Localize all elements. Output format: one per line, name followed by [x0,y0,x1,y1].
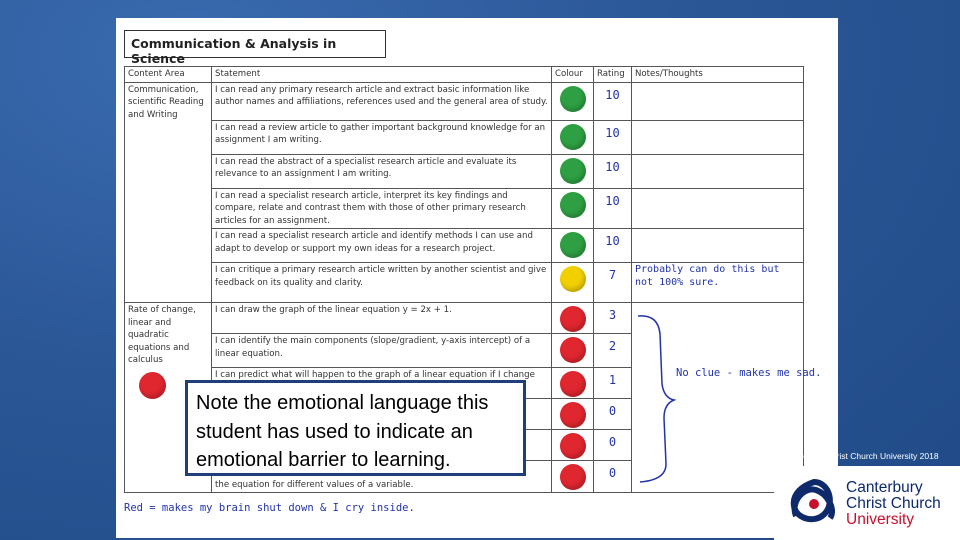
statement-cell: I can identify the main components (slope/gradient, y-axis intercept) of a linear equation. [212,334,552,368]
statement-cell: I can read a specialist research article, interpret its key findings and compare, relate and contrast them with those of other primary research articles for an assignment. [212,188,552,229]
notes-cell-handwritten: Probably can do this but not 100% sure. [632,263,804,303]
notes-cell [632,154,804,188]
red-dot-icon [560,464,586,490]
red-dot-icon [560,371,586,397]
rating-cell: 3 [594,303,632,334]
rating-cell: 7 [594,263,632,303]
content-area-cell: Rate of change, linear and quadratic equations and calculus [125,303,212,493]
header-notes: Notes/Thoughts [632,67,804,83]
green-dot-icon [560,86,586,112]
notes-cell [632,82,804,120]
colour-cell [552,82,594,120]
header-colour: Colour [552,67,594,83]
rating-cell: 10 [594,82,632,120]
yellow-dot-icon [560,266,586,292]
worksheet-title: Communication & Analysis in Science [124,30,386,58]
table-header-row [125,67,804,83]
red-dot-icon [139,372,166,399]
colour-cell [552,430,594,461]
statement-cell: I can draw the graph of the linear equation y = 2x + 1. [212,303,552,334]
bracket-note-handwritten: No clue - makes me sad. [676,367,822,379]
statement-cell: I can critique a primary research article written by another scientist and give feedback on its quality and clarity. [212,263,552,303]
rating-cell: 1 [594,368,632,399]
logo-wordmark [846,480,941,528]
statement-cell: I can read any primary research article and extract basic information like author names and affiliations, references used and the general area of study. [212,82,552,120]
colour-cell [552,263,594,303]
statement-cell: I can read a review article to gather important background knowledge for an assignment I am writing. [212,120,552,154]
red-legend-handwritten: Red = makes my brain shut down & I cry inside. [124,502,415,514]
green-dot-icon [560,232,586,258]
green-dot-icon [560,158,586,184]
logo-line-1: Canterbury [846,479,923,496]
green-dot-icon [560,192,586,218]
table-row [125,263,804,303]
notes-cell [632,229,804,263]
logo-line-3: University [846,511,915,528]
bracket-icon [636,314,676,484]
statement-cell: I can read the abstract of a specialist research article and evaluate its relevance to an assignment I am writing. [212,154,552,188]
university-logo [774,466,960,540]
colour-cell [552,303,594,334]
colour-cell [552,399,594,430]
red-dot-icon [560,337,586,363]
table-row [125,229,804,263]
table-row [125,154,804,188]
rating-cell: 0 [594,461,632,493]
statement-cell: the equation for different values of a variable. [212,461,552,493]
table-row [125,82,804,120]
callout-box: Note the emotional language this student has used to indicate an emotional barrier to learning. [185,380,526,476]
colour-cell [552,461,594,493]
content-area-cell: Communication, scientific Reading and Writing [125,82,212,303]
statement-cell: I can predict what will happen to the graph of a linear equation if I change [212,368,552,399]
colour-cell [552,229,594,263]
rating-cell: 2 [594,334,632,368]
notes-cell [632,188,804,229]
rating-cell: 10 [594,188,632,229]
header-rating: Rating [594,67,632,83]
colour-cell [552,154,594,188]
rating-cell: 10 [594,154,632,188]
notes-cell [632,120,804,154]
statement-cell: I can read a specialist research article and identify methods I can use and adapt to develop or support my own ideas for a research project. [212,229,552,263]
rating-cell: 0 [594,399,632,430]
red-dot-icon [560,306,586,332]
rating-cell: 10 [594,120,632,154]
red-dot-icon [560,433,586,459]
rating-cell: 10 [594,229,632,263]
copyright-text: ©Canterbury Christ Church University 2018 [775,451,939,461]
colour-cell [552,368,594,399]
colour-cell [552,120,594,154]
colour-cell [552,334,594,368]
header-content-area: Content Area [125,67,212,83]
logo-line-2: Christ Church [846,495,941,512]
red-dot-icon [560,402,586,428]
table-row [125,303,804,334]
header-statement: Statement [212,67,552,83]
colour-cell [552,188,594,229]
rating-cell: 0 [594,430,632,461]
table-row [125,120,804,154]
trinity-knot-icon [786,476,842,528]
table-row [125,188,804,229]
green-dot-icon [560,124,586,150]
